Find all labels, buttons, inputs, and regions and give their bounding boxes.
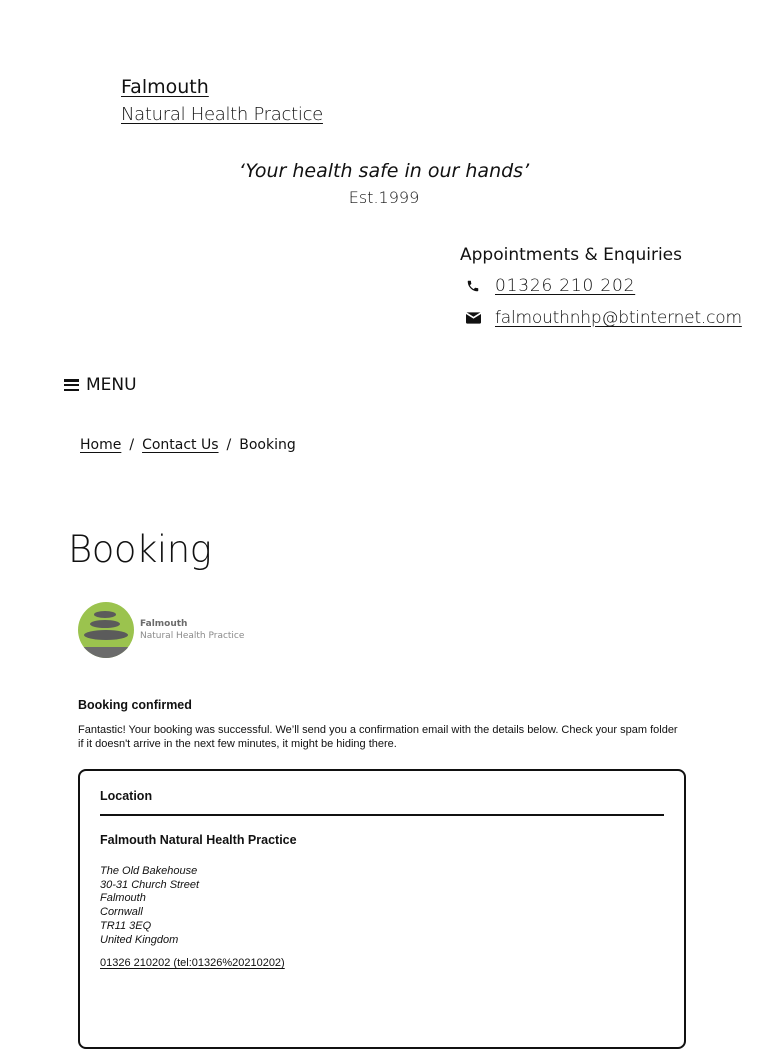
booking-confirmed-title: Booking confirmed [78, 698, 192, 712]
location-divider [100, 814, 664, 816]
menu-label: MENU [86, 375, 137, 395]
page-title: Booking [68, 528, 212, 571]
logo-text-subtitle: Natural Health Practice [140, 631, 245, 641]
practice-logo [78, 602, 246, 658]
phone-row [462, 276, 635, 296]
location-phone-link[interactable]: 01326 210202 (tel:01326%20210202) [100, 957, 285, 969]
brand-name-link[interactable]: Falmouth [121, 76, 209, 98]
address-line: United Kingdom [100, 933, 179, 946]
tagline: ‘Your health safe in our hands’ [238, 160, 530, 182]
email-link[interactable]: falmouthnhp@btinternet.com [495, 308, 742, 328]
hamburger-icon [64, 379, 79, 391]
breadcrumb-separator: / [226, 437, 232, 453]
breadcrumb-separator: / [129, 437, 135, 453]
breadcrumb-current: Booking [239, 437, 296, 453]
booking-confirmed-message: Fantastic! Your booking was successful. We’ll send you a confirmation email with the details below. Check your spam folder if it doesn't arrive in the next few minutes, it might be hiding there. [78, 724, 678, 750]
established-year: Est.1999 [348, 188, 420, 207]
address-line: Cornwall [100, 906, 143, 919]
appointments-heading: Appointments & Enquiries [460, 245, 682, 265]
menu-button[interactable] [64, 375, 137, 395]
address-line: TR11 3EQ [100, 919, 152, 932]
envelope-icon [462, 312, 484, 324]
email-row [462, 308, 742, 328]
phone-icon [462, 279, 484, 293]
logo-text-falmouth: Falmouth [140, 619, 188, 629]
location-name: Falmouth Natural Health Practice [100, 833, 297, 847]
breadcrumb-contact-us[interactable]: Contact Us [142, 437, 219, 453]
phone-link[interactable]: 01326 210 202 [495, 276, 636, 296]
location-address [100, 865, 199, 947]
stones-logo-icon [78, 602, 134, 658]
breadcrumb-home[interactable]: Home [80, 437, 122, 453]
address-line: Falmouth [100, 892, 146, 905]
location-card [78, 769, 686, 1049]
address-line: The Old Bakehouse [100, 865, 198, 877]
location-heading: Location [100, 789, 153, 803]
brand-subtitle-link[interactable]: Natural Health Practice [121, 104, 323, 125]
address-line: 30-31 Church Street [100, 878, 200, 891]
breadcrumb [80, 437, 296, 453]
